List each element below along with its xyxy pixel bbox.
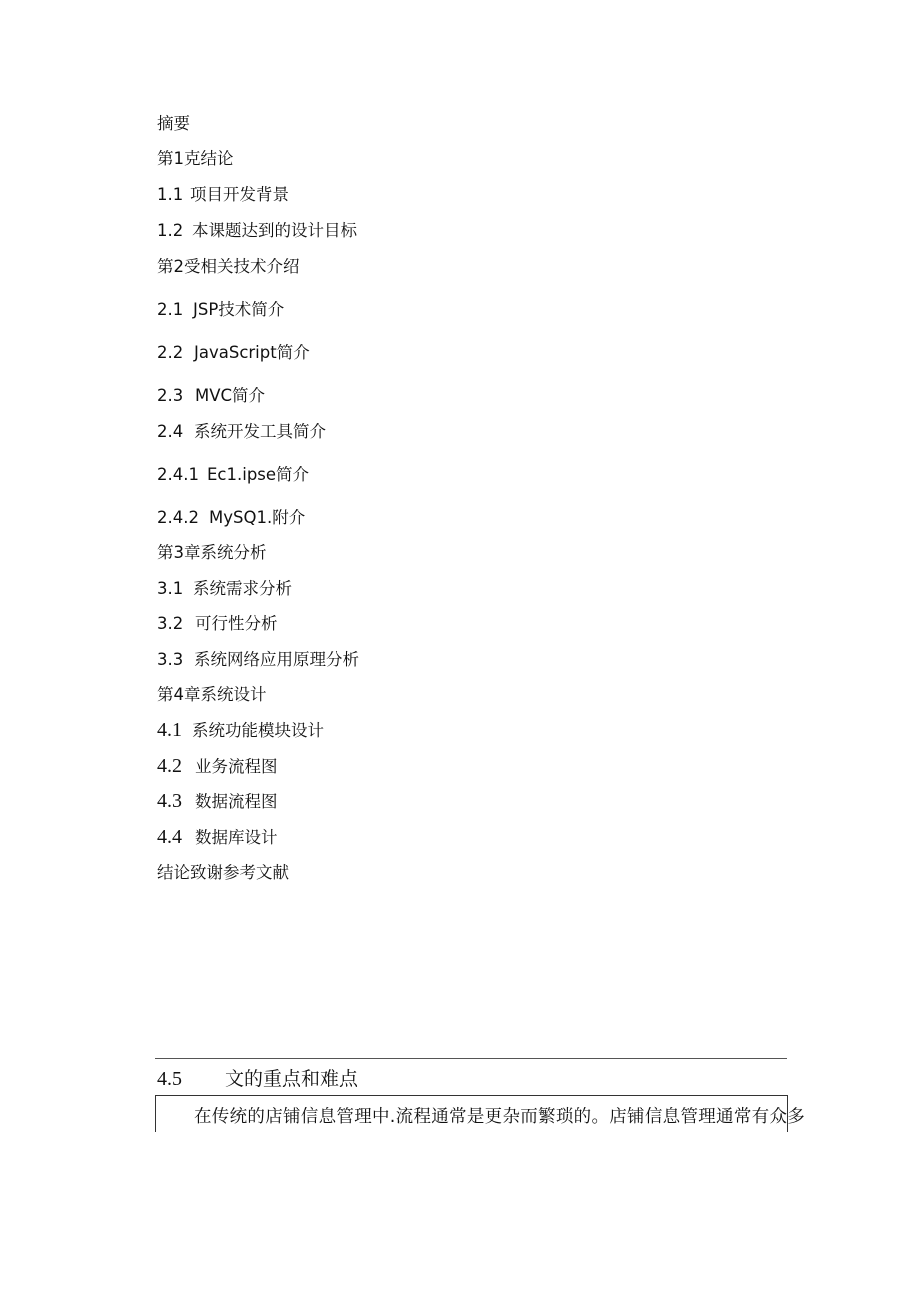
toc-title: 系统需求分析 <box>193 579 292 598</box>
toc-title: 第1克结论 <box>157 149 234 168</box>
toc-entry-4-3 <box>157 791 278 812</box>
toc-number: 1.1 <box>157 185 184 204</box>
toc-title: 摘要 <box>157 114 190 133</box>
toc-entry-4-4 <box>157 827 278 848</box>
toc-entry-2-1 <box>157 300 284 320</box>
toc-title: 业务流程图 <box>195 757 278 776</box>
toc-entry-2-2 <box>157 343 310 363</box>
toc-number: 1.2 <box>157 221 184 240</box>
toc-title: MySQ1.附介 <box>209 508 306 527</box>
horizontal-divider <box>155 1058 787 1059</box>
toc-number: 4.3 <box>157 790 182 812</box>
toc-number: 2.1 <box>157 300 184 319</box>
toc-entry-chapter-4 <box>157 685 267 705</box>
toc-entry-3-2 <box>157 614 278 634</box>
toc-number: 4.1 <box>157 719 182 741</box>
toc-title: 数据流程图 <box>195 792 278 811</box>
section-number: 4.5 <box>157 1068 182 1090</box>
body-text-frame <box>155 1095 806 1132</box>
toc-entry-1-2 <box>157 221 357 241</box>
toc-title: 系统网络应用原理分析 <box>194 650 359 669</box>
toc-entry-3-1 <box>157 579 292 599</box>
toc-number: 4.4 <box>157 826 182 848</box>
toc-number: 2.4 <box>157 422 184 441</box>
toc-entry-1-1 <box>157 185 289 205</box>
toc-entry-2-3 <box>157 386 265 406</box>
toc-title: 第2受相关技术介绍 <box>157 257 300 276</box>
toc-entry-chapter-1 <box>157 149 234 169</box>
toc-entry-chapter-3 <box>157 543 267 563</box>
toc-number: 2.2 <box>157 343 184 362</box>
toc-number: 2.4.2 <box>157 508 199 527</box>
toc-title: Ec1.ipse简介 <box>207 465 310 484</box>
toc-entry-2-4-2 <box>157 508 305 528</box>
toc-title: 系统功能模块设计 <box>192 721 324 740</box>
toc-title: 可行性分析 <box>195 614 278 633</box>
toc-title: 结论致谢参考文献 <box>157 863 289 882</box>
toc-title: 第3章系统分析 <box>157 543 267 562</box>
toc-number: 4.2 <box>157 755 182 777</box>
toc-entry-2-4 <box>157 422 326 442</box>
body-paragraph: 在传统的店铺信息管理中.流程通常是更杂而繁琐的。店铺信息管理通常有众多 <box>194 1107 806 1127</box>
toc-entry-abstract <box>157 114 190 134</box>
toc-entry-4-2 <box>157 756 278 777</box>
toc-title: JavaScript简介 <box>194 343 310 362</box>
toc-title: 系统开发工具简介 <box>194 422 326 441</box>
toc-number: 2.4.1 <box>157 465 199 484</box>
toc-title: 第4章系统设计 <box>157 685 267 704</box>
toc-number: 3.2 <box>157 614 184 633</box>
toc-title: 项目开发背景 <box>190 185 289 204</box>
toc-number: 3.1 <box>157 579 184 598</box>
toc-title: 数据库设计 <box>195 828 278 847</box>
toc-entry-4-1 <box>157 720 324 741</box>
toc-entry-2-4-1 <box>157 465 309 485</box>
section-heading <box>157 1066 358 1092</box>
toc-number: 3.3 <box>157 650 184 669</box>
toc-title: MVC简介 <box>195 386 266 405</box>
toc-title: JSP技术简介 <box>193 300 285 319</box>
toc-entry-3-3 <box>157 650 359 670</box>
section-title: 文的重点和难点 <box>225 1068 359 1090</box>
toc-number: 2.3 <box>157 386 184 405</box>
toc-entry-conclusion <box>157 863 289 883</box>
toc-entry-chapter-2 <box>157 257 300 277</box>
toc-title: 本课题达到的设计目标 <box>192 221 357 240</box>
